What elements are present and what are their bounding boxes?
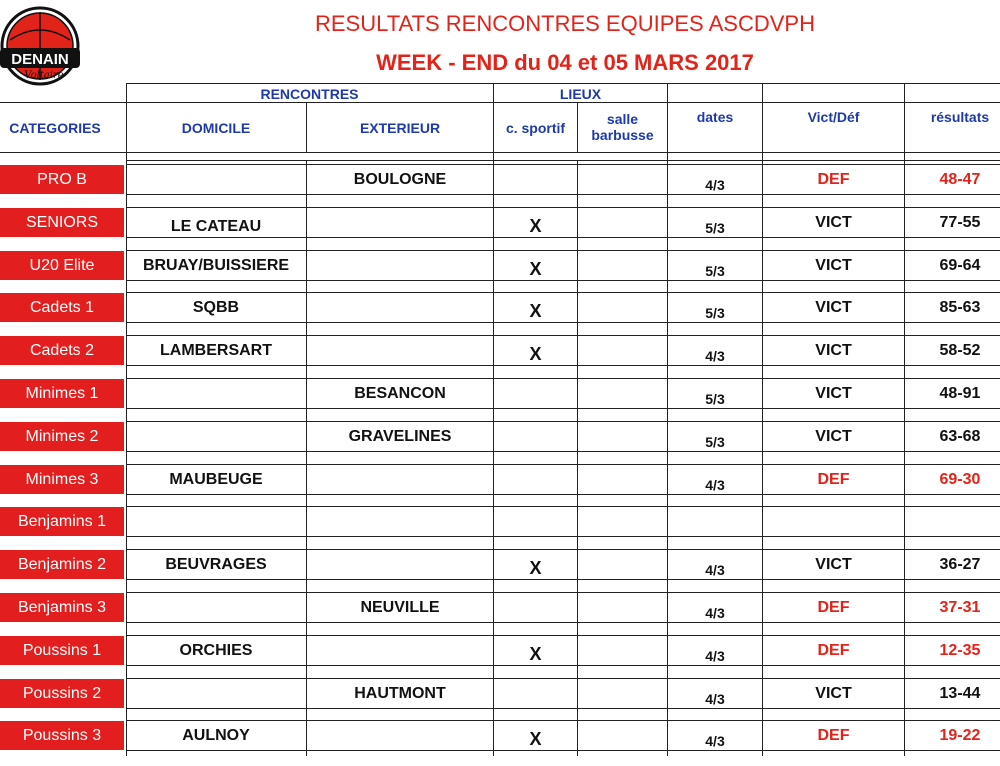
salle-barbusse-cell [578,379,667,408]
category-label: Poussins 1 [0,636,124,665]
vict-def-cell: VICT [815,684,852,702]
header-salle-barbusse-text: salle barbusse [591,111,654,143]
domicile-cell: LE CATEAU [170,217,262,235]
c-sportif-cell: X [529,215,542,236]
c-sportif-cell: X [529,344,542,365]
salle-barbusse-cell [578,721,667,750]
header-dates: dates [696,109,734,125]
salle-barbusse-cell [578,208,667,237]
c-sportif-cell [494,469,577,498]
resultat-cell: 63-68 [939,427,981,445]
salle-barbusse-cell [578,550,667,579]
page-subtitle: WEEK - END du 04 et 05 MARS 2017 [376,50,754,75]
lieux-underline [494,102,667,103]
domicile-cell [126,593,306,622]
category-label: U20 Elite [0,251,124,280]
vict-def-cell: VICT [815,556,852,574]
date-cell: 5/3 [705,433,725,450]
exterieur-cell [307,507,493,536]
header-categories: CATEGORIES [9,120,101,136]
resultat-cell: 48-91 [939,385,981,402]
salle-barbusse-cell [578,293,667,322]
category-label: Cadets 1 [0,293,124,322]
header-top-line [126,83,1000,84]
c-sportif-cell: X [529,258,542,279]
exterieur-cell: BESANCON [354,385,446,402]
c-sportif-cell [494,511,577,540]
category-label: Poussins 3 [0,721,124,750]
resultat-cell: 13-44 [939,684,981,702]
category-label: Cadets 2 [0,336,124,365]
resultat-cell: 12-35 [939,641,981,659]
c-sportif-cell [494,597,577,626]
date-cell: 5/3 [705,219,725,236]
vict-def-cell: DEF [817,470,850,488]
exterieur-cell [307,465,493,494]
category-label: Minimes 1 [0,379,124,408]
header-salle-barbusse [578,111,667,143]
domicile-cell: SQBB [192,299,240,317]
date-cell: 4/3 [705,733,725,750]
date-cell: 4/3 [705,476,725,493]
resultat-cell: 77-55 [939,213,981,231]
domicile-cell: MAUBEUGE [169,470,263,488]
domicile-cell [126,422,306,451]
club-logo [0,0,80,96]
vict-def-cell: DEF [817,641,850,659]
c-sportif-cell: X [529,729,542,750]
salle-barbusse-cell [578,422,667,451]
salle-barbusse-cell [578,593,667,622]
date-cell: 4/3 [705,348,725,365]
resultat-cell: 85-63 [939,299,981,317]
exterieur-cell [307,721,493,750]
logo-text: DENAIN [11,51,69,68]
category-label: Poussins 2 [0,679,124,708]
category-label: Benjamins 2 [0,550,124,579]
header-resultats: résultats [930,109,990,125]
domicile-cell [126,679,306,708]
exterieur-cell [307,636,493,665]
c-sportif-cell: X [529,301,542,322]
header-second-bottom-line [126,160,1000,161]
domicile-cell [126,507,306,536]
vict-def-cell: VICT [815,256,852,274]
vict-def-cell: VICT [815,427,852,445]
resultat-cell [905,507,1000,536]
date-cell: 4/3 [705,690,725,707]
date-cell: 4/3 [705,647,725,664]
resultat-cell: 58-52 [939,342,981,360]
exterieur-cell: GRAVELINES [348,427,452,445]
date-cell: 5/3 [705,305,725,322]
resultat-cell: 69-30 [939,470,981,488]
category-label: Benjamins 1 [0,507,124,536]
domicile-cell: ORCHIES [179,641,253,659]
resultat-cell: 36-27 [939,556,981,574]
domicile-cell [126,165,306,194]
vict-def-cell: DEF [817,599,850,616]
vict-def-cell: VICT [815,299,852,317]
resultat-cell: 69-64 [939,256,981,274]
header-rencontres: RENCONTRES [260,86,359,102]
header-vict-def: Vict/Déf [807,109,860,125]
vict-def-cell: DEF [817,727,850,745]
c-sportif-cell [494,426,577,455]
date-cell: 5/3 [705,262,725,279]
category-label: Minimes 3 [0,465,124,494]
exterieur-cell [307,251,493,280]
c-sportif-cell [494,683,577,712]
salle-barbusse-cell [578,336,667,365]
header-lieux: LIEUX [559,86,602,102]
date-cell: 4/3 [705,177,725,193]
exterieur-cell [307,550,493,579]
exterieur-cell [307,336,493,365]
vict-def-cell: VICT [815,213,852,231]
resultat-cell: 19-22 [939,727,981,745]
domicile-cell: LAMBERSART [160,342,272,360]
domicile-cell [126,379,306,408]
salle-barbusse-cell [578,636,667,665]
resultat-cell: 48-47 [939,171,981,188]
salle-barbusse-cell [578,165,667,194]
c-sportif-cell [494,383,577,412]
c-sportif-cell [494,169,577,198]
domicile-cell: AULNOY [182,727,250,745]
exterieur-cell [307,208,493,237]
header-bottom-line [0,152,1000,153]
salle-barbusse-cell [578,251,667,280]
category-label: PRO B [0,165,124,194]
exterieur-cell [307,293,493,322]
vict-def-cell [763,507,904,536]
category-label: SENIORS [0,208,124,237]
exterieur-cell: BOULOGNE [353,171,447,188]
c-sportif-cell: X [529,643,542,664]
date-cell: 4/3 [705,605,725,621]
logo-script: Voltaire [24,70,64,81]
exterieur-cell: NEUVILLE [360,599,440,616]
c-sportif-cell: X [529,558,542,579]
page-title: RESULTATS RENCONTRES EQUIPES ASCDVPH [315,11,815,36]
salle-barbusse-cell [578,465,667,494]
category-label: Minimes 2 [0,422,124,451]
date-cell [668,513,762,542]
header-domicile: DOMICILE [181,120,251,136]
category-label: Benjamins 3 [0,593,124,622]
header-c-sportif: c. sportif [505,120,566,136]
domicile-cell: BRUAY/BUISSIERE [142,256,290,274]
vict-def-cell: VICT [815,385,852,402]
vict-def-cell: VICT [815,342,852,360]
exterieur-cell: HAUTMONT [354,684,446,702]
date-cell: 4/3 [705,562,725,579]
date-cell: 5/3 [705,391,725,407]
resultat-cell: 37-31 [939,599,981,616]
salle-barbusse-cell [578,507,667,536]
domicile-cell: BEUVRAGES [165,556,267,574]
header-exterieur: EXTERIEUR [359,120,441,136]
salle-barbusse-cell [578,679,667,708]
vict-def-cell: DEF [817,171,850,188]
